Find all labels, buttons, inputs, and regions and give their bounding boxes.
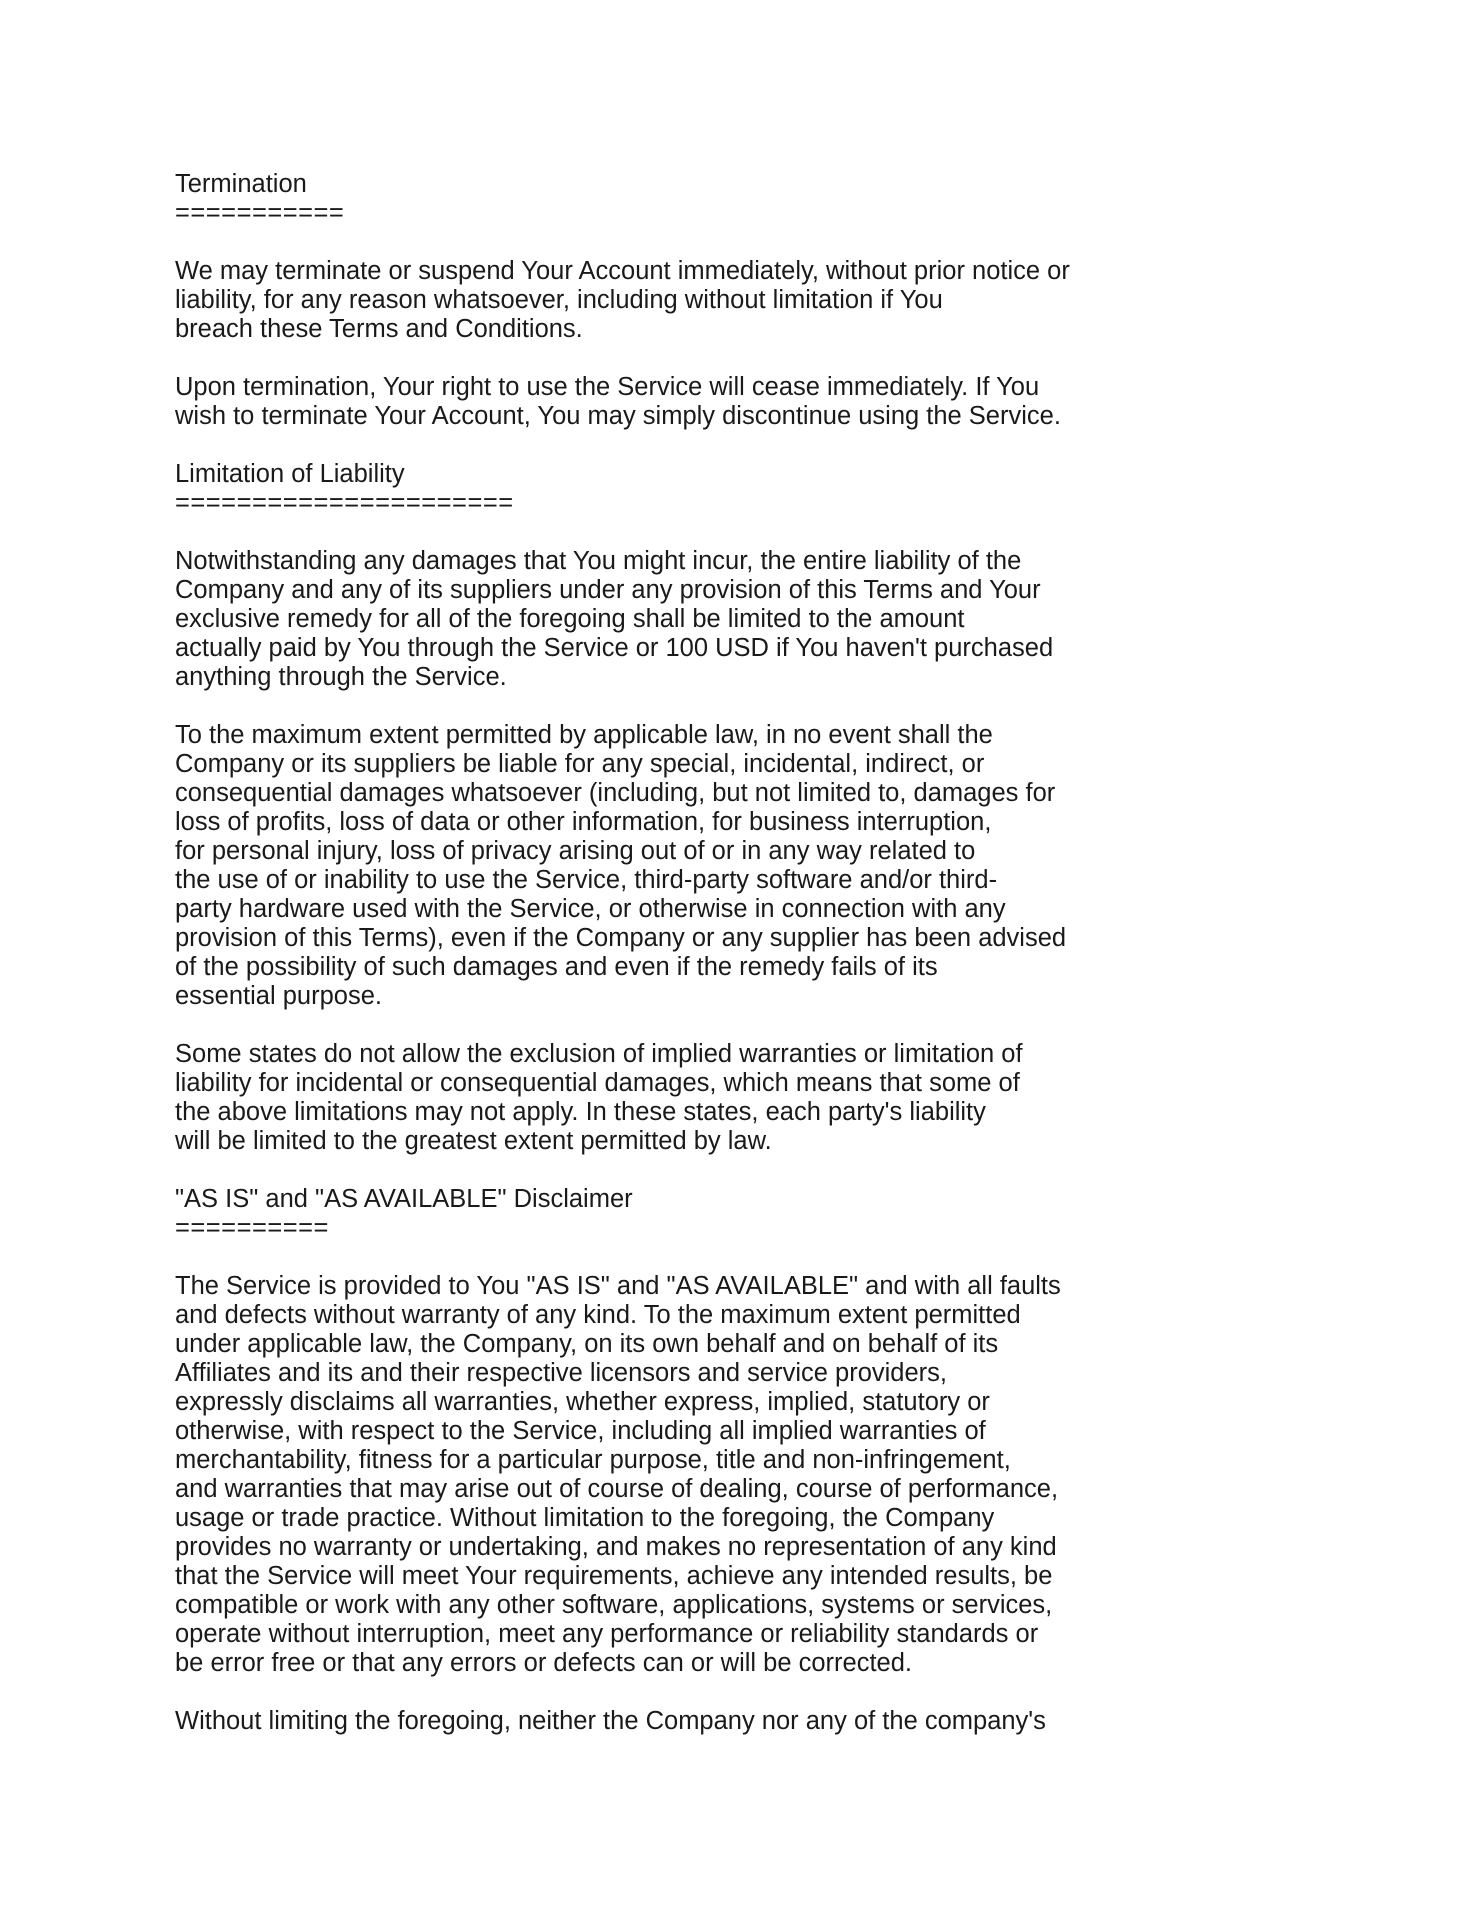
text-line: actually paid by You through the Service or 100 USD if You haven't purchased — [175, 634, 1054, 662]
text-line: the use of or inability to use the Service, third-party software and/or third- — [175, 866, 998, 894]
blank-line — [175, 1678, 1325, 1707]
text-line: Without limiting the foregoing, neither the Company nor any of the company's — [175, 1707, 1046, 1735]
blank-line — [175, 518, 1325, 547]
text-line: of the possibility of such damages and even if the remedy fails of its — [175, 953, 938, 981]
blank-line — [175, 1156, 1325, 1185]
text-line: expressly disclaims all warranties, whether express, implied, statutory or — [175, 1388, 990, 1416]
text-line: under applicable law, the Company, on its own behalf and on behalf of its — [175, 1330, 999, 1358]
text-line: that the Service will meet Your requirements, achieve any intended results, be — [175, 1562, 1053, 1590]
blank-line — [175, 431, 1325, 460]
text-line: party hardware used with the Service, or otherwise in connection with any — [175, 895, 1006, 923]
text-line: Notwithstanding any damages that You might incur, the entire liability of the — [175, 547, 1022, 575]
text-line: breach these Terms and Conditions. — [175, 315, 583, 343]
text-line: We may terminate or suspend Your Account immediately, without prior notice or — [175, 257, 1070, 285]
heading-underline: =========== — [175, 199, 345, 227]
text-line: usage or trade practice. Without limitation to the foregoing, the Company — [175, 1504, 995, 1532]
text-line: will be limited to the greatest extent permitted by law. — [175, 1127, 772, 1155]
text-line: the above limitations may not apply. In these states, each party's liability — [175, 1098, 986, 1126]
text-line: Company and any of its suppliers under any provision of this Terms and Your — [175, 576, 1041, 604]
text-line: consequential damages whatsoever (including, but not limited to, damages for — [175, 779, 1056, 807]
text-line: Company or its suppliers be liable for any special, incidental, indirect, or — [175, 750, 985, 778]
text-line: operate without interruption, meet any performance or reliability standards or — [175, 1620, 1039, 1648]
text-line: otherwise, with respect to the Service, including all implied warranties of — [175, 1417, 986, 1445]
blank-line — [175, 1243, 1325, 1272]
text-line: compatible or work with any other software, applications, systems or services, — [175, 1591, 1053, 1619]
document-page — [175, 170, 1325, 1736]
text-line: Upon termination, Your right to use the Service will cease immediately. If You — [175, 373, 1040, 401]
text-line: Some states do not allow the exclusion of implied warranties or limitation of — [175, 1040, 1023, 1068]
text-line: and warranties that may arise out of course of dealing, course of performance, — [175, 1475, 1059, 1503]
text-line: wish to terminate Your Account, You may simply discontinue using the Service. — [175, 402, 1061, 430]
text-line: essential purpose. — [175, 982, 382, 1010]
heading-termination: Termination — [175, 170, 307, 198]
text-line: provides no warranty or undertaking, and makes no representation of any kind — [175, 1533, 1057, 1561]
text-line: and defects without warranty of any kind. To the maximum extent permitted — [175, 1301, 1021, 1329]
blank-line — [175, 228, 1325, 257]
text-line: To the maximum extent permitted by applicable law, in no event shall the — [175, 721, 993, 749]
text-line: The Service is provided to You "AS IS" and "AS AVAILABLE" and with all faults — [175, 1272, 1061, 1300]
heading-disclaimer: "AS IS" and "AS AVAILABLE" Disclaimer — [175, 1185, 633, 1213]
heading-underline: ========== — [175, 1214, 329, 1242]
heading-limitation-of-liability: Limitation of Liability — [175, 460, 405, 488]
text-line: loss of profits, loss of data or other information, for business interruption, — [175, 808, 992, 836]
text-line: for personal injury, loss of privacy arising out of or in any way related to — [175, 837, 976, 865]
text-line: Affiliates and its and their respective licensors and service providers, — [175, 1359, 947, 1387]
text-line: provision of this Terms), even if the Company or any supplier has been advised — [175, 924, 1067, 952]
blank-line — [175, 1011, 1325, 1040]
text-line: liability for incidental or consequential damages, which means that some of — [175, 1069, 1020, 1097]
text-line: liability, for any reason whatsoever, including without limitation if You — [175, 286, 943, 314]
blank-line — [175, 344, 1325, 373]
text-line: be error free or that any errors or defects can or will be corrected. — [175, 1649, 912, 1677]
heading-underline: ====================== — [175, 489, 514, 517]
text-line: exclusive remedy for all of the foregoing shall be limited to the amount — [175, 605, 965, 633]
text-line: merchantability, fitness for a particular purpose, title and non-infringement, — [175, 1446, 1011, 1474]
text-line: anything through the Service. — [175, 663, 507, 691]
blank-line — [175, 692, 1325, 721]
